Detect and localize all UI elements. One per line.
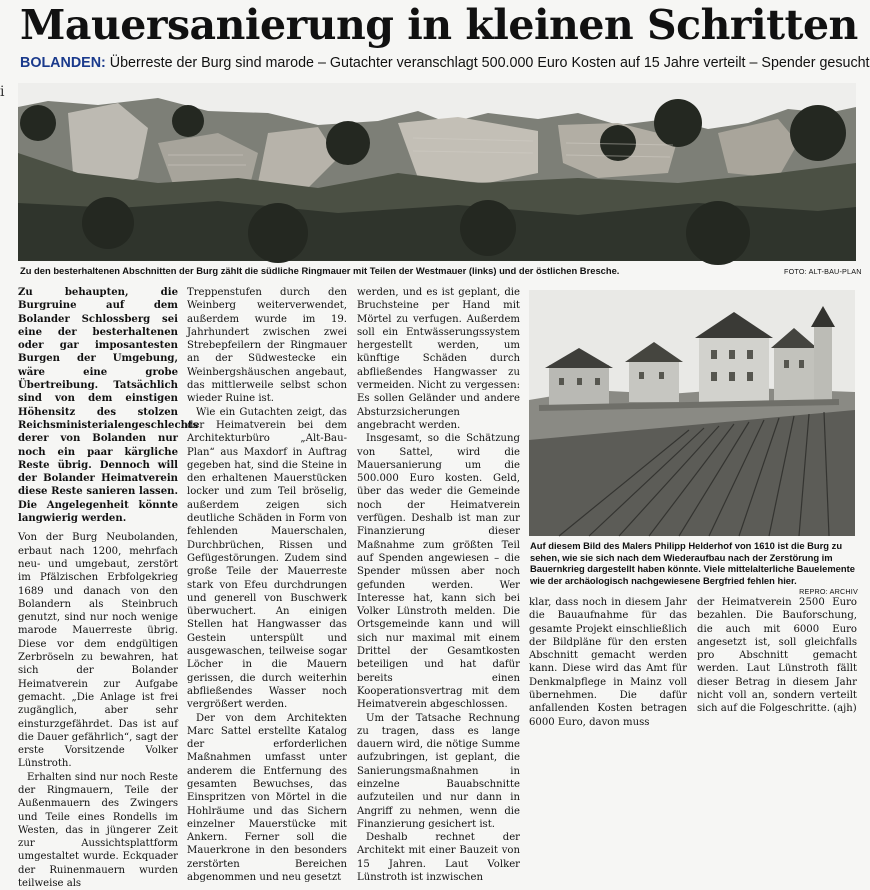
body-paragraph: werden, und es ist geplant, die Bruchsteine per Hand mit Mörtel zu verfugen. Außerdem soll ein Entwässerungssystem hergestellt werden, um künftige Schäden durch abfließendes Hangwasser zu vermeiden. Nicht zu vergessen: Es sollen Geländer und andere Absturzsicherungen angebracht werden. (357, 287, 520, 431)
headline: Mauersanierung in kleinen Schritten (20, 1, 858, 49)
body-paragraph: Der von dem Architekten Marc Sattel erstellte Katalog der erforderlichen Maßnahmen umfasst unter anderem die Entfernung des gesamten Bewuchses, das Einspritzen von Mörtel in die Hohlräume und das Sichern einzelner Mauerstücke mit Ankern. Ferner soll die Mauerkrone in den besonders zerstörten Bereichen abgenommen und neu gesetzt (187, 712, 347, 884)
text-column-1 (18, 286, 199, 890)
margin-glyph: i (0, 84, 5, 100)
subhead-text: Überreste der Burg sind marode – Gutachter veranschlagt 500.000 Euro Kosten auf 15 Jahre verteilt – Spender gesucht (105, 55, 870, 71)
text-column-5 (697, 596, 857, 715)
body-paragraph: Deshalb rechnet der Architekt mit einer Bauzeit von 15 Jahren. Laut Volker Lünstroth ist inzwischen (357, 832, 520, 884)
body-paragraph: Wie ein Gutachten zeigt, das der Heimatverein bei dem Architekturbüro „Alt-Bau-Plan“ aus Maxdorf in Auftrag gegeben hat, sind die Steine in den erhaltenen Mauerstücken locker und zum Teil bröselig, außerdem zeigen sich deutliche Schäden in Form von fehlenden Mauerschalen, Durchbrüchen, Rissen und Gefügestörungen. Zudem sind große Teile der Mauerreste stark von Efeu durchdrungen und generell von Buschwerk überwuchert. An einigen Stellen hat Hangwasser das Gestein unterspült und ausgewaschen, teilweise sogar Löcher in die Mauern gerissen, die durch weiterhin abfließendes Wasser noch vergrößert werden. (187, 406, 347, 711)
text-column-4 (529, 596, 687, 728)
subheadline (20, 53, 870, 73)
ruin-photo (18, 83, 856, 261)
body-paragraph: klar, dass noch in diesem Jahr die Bauaufnahme für das gesamte Projekt einschließlich der Bildpläne für den ersten Abschnitt gemacht werden kann. Diese wird das Amt für Denkmalpflege in Mainz voll übernehmen. Die dafür anfallenden Kosten betragen 6000 Euro, davon muss (529, 597, 687, 728)
body-paragraph: Treppenstufen durch den Weinberg weiterverwendet, außerdem wurde im 19. Jahrhundert zwischen zwei Strebepfeilern der Ringmauer an der Südwestecke ein Weinbergshäuschen angebaut, das mittlerweile selbst schon wieder Ruine ist. (187, 287, 347, 405)
subhead-place: BOLANDEN: (20, 55, 106, 71)
painting-caption-text: Auf diesem Bild des Malers Philipp Helderhof von 1610 ist die Burg zu sehen, wie sie sich nach dem Wiederaufbau nach der Zerstörung im Bauernkrieg dargestellt haben könnte. Viele mittelalterliche Bauelemente wie der archäologisch nachgewiesene Bergfried fehlen hier. (530, 540, 855, 586)
historic-painting (529, 290, 855, 536)
photo-caption: Zu den besterhaltenen Abschnitten der Burg zählt die südliche Ringmauer mit Teilen der Westmauer (links) und der östlichen Bresche. (20, 265, 620, 276)
painting-credit: REPRO: ARCHIV (799, 587, 858, 596)
text-column-3 (357, 286, 520, 884)
body-paragraph: Von der Burg Neubolanden, erbaut nach 1200, mehrfach neu- und umgebaut, zerstört im Pfälzischen Erbfolgekrieg 1689 und danach von den Bolandern als Steinbruch genutzt, sind nur noch wenige marode Mauerreste übrig. Diese vor dem endgültigen Zerbröseln zu bewahren, hat sich der Bolander Heimatverein zur Aufgabe gemacht. „Die Anlage ist frei zugänglich, aber sehr einsturzgefährdet. Das ist auf die Dauer gefährlich“, sagt der erste Vorsitzende Volker Lünstroth. (18, 532, 178, 770)
body-paragraph: Um der Tatsache Rechnung zu tragen, dass es lange dauern wird, die nötige Summe aufzubringen, ist geplant, die Sanierungsmaßnahmen in einzelne Bauabschnitte aufzuteilen und nur dann in Angriff zu nehmen, wenn die Finanzierung gesichert ist. (357, 712, 520, 830)
photo-credit: FOTO: ALT-BAU-PLAN (784, 267, 862, 276)
lead-paragraph: Zu behaupten, die Burgruine auf dem Bolander Schlossberg sei eine der besterhaltenen oder gar imposantesten Burgen der Umgebung, wäre eine grobe Übertreibung. Tatsächlich sind von dem einstigen Höhensitz des stolzen Reichsministerialengeschlechts derer von Bolanden nur noch ein paar kärgliche Reste übrig. Dennoch will der Bolander Heimatverein diese Reste sanieren lassen. Die Angelegenheit könnte langwierig werden. (18, 287, 199, 525)
body-paragraph: Erhalten sind nur noch Reste der Ringmauern, Teile der Außenmauern des Zwingers und Teile eines Rondells im Westen, das in jüngerer Zeit zur Aussichtsplattform umgestaltet wurde. Eckquader der Ruinenmauern wurden teilweise als (18, 771, 178, 890)
painting-caption (530, 540, 858, 596)
body-paragraph: der Heimatverein 2500 Euro bezahlen. Die Bauforschung, die auch mit 6000 Euro angesetzt ist, soll gleichfalls pro Abschnitt gemacht werden. Laut Lünstroth fällt dieser Betrag in diesem Jahr nicht voll an, sondern verteilt sich auf die Folgeschritte. (ajh) (697, 597, 857, 715)
text-column-2 (187, 286, 347, 884)
body-paragraph: Insgesamt, so die Schätzung von Sattel, wird die Mauersanierung um die 500.000 Euro kosten. Geld, über das weder die Gemeinde noch der Heimatverein verfügen. Deshalb ist man zur Finanzierung dieser Maßnahme zum größten Teil auf Spenden angewiesen – die Spender müssen aber noch gefunden werden. Wer Interesse hat, kann sich bei Volker Lünstroth melden. Die Ortsgemeinde kann und will sich nur maximal mit einem Drittel der Gesamtkosten beteiligen und hat dafür bereits einen Kooperationsvertrag mit dem Heimatverein abgeschlossen. (357, 433, 520, 711)
